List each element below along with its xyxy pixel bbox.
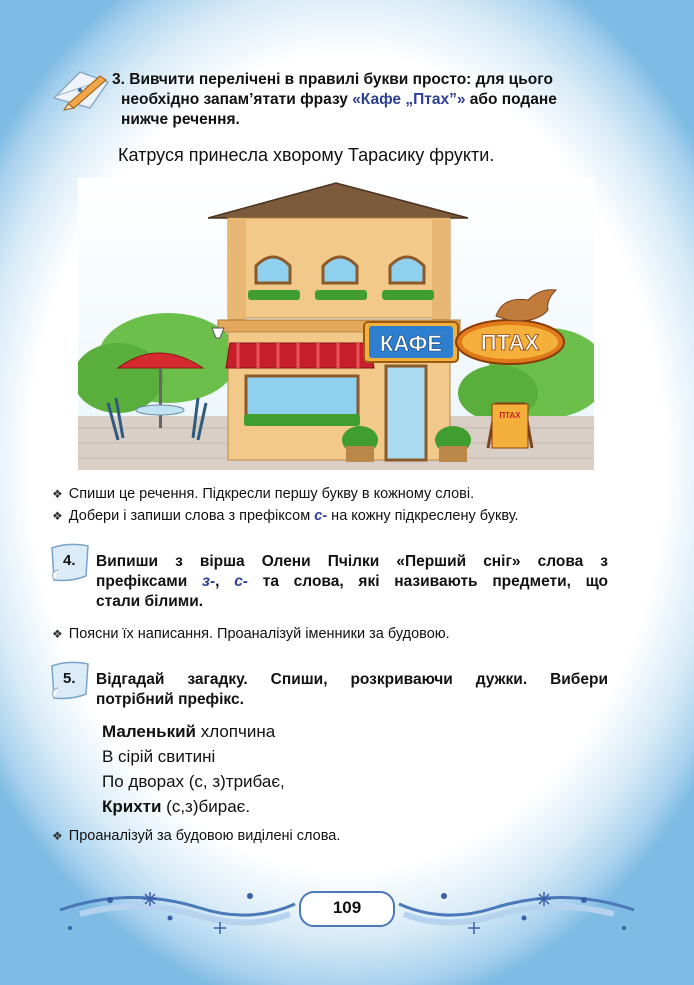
task-text: нижче речення. — [121, 111, 240, 128]
task-4-number: 4. — [63, 552, 76, 569]
task-text: необхідно запам’ятати фразу — [121, 91, 353, 108]
diamond-bullet-icon: ❖ — [52, 487, 63, 501]
instruction-3: ❖ Поясни їх написання. Проаналізуй іменники за будовою. — [52, 626, 450, 642]
task-5-number: 5. — [63, 670, 76, 687]
poem-line: Крихти (с,з)бирає. — [102, 797, 251, 816]
instruction-2: ❖ Добери і запиши слова з префіксом с- на кожну підкреслену букву. — [52, 508, 519, 524]
task-text: або подане — [465, 91, 557, 108]
poem-line: По дворах (с, з)трибає, — [102, 772, 285, 791]
page-number: 109 — [332, 898, 362, 917]
diamond-bullet-icon: ❖ — [52, 829, 63, 843]
task-number: 3. — [112, 71, 125, 88]
pencil-paper-icon — [50, 68, 114, 112]
riddle-poem — [102, 719, 285, 819]
task-3 — [112, 70, 608, 130]
cafe-illustration — [78, 178, 594, 470]
task-5: Відгадай загадку. Спиши, розкриваючи дужки. Вибери потрібний префікс. — [96, 671, 608, 708]
mnemonic-sentence: Катруся принесла хворому Тарасику фрукти. — [118, 145, 495, 165]
prefix-s: с- — [314, 508, 328, 524]
instruction-4: ❖ Проаналізуй за будовою виділені слова. — [52, 828, 341, 844]
diamond-bullet-icon: ❖ — [52, 627, 63, 641]
diamond-bullet-icon: ❖ — [52, 509, 63, 523]
instruction-1: ❖ Спиши це речення. Підкресли першу букву в кожному слові. — [52, 486, 475, 502]
board-ptakh: ПТАХ — [499, 411, 521, 420]
prefix-z: з- — [202, 573, 216, 590]
sign-ptakh: ПТАХ — [480, 330, 540, 355]
cafe-phrase: «Кафе „Птах”» — [352, 91, 466, 108]
poem-line: В сірій свитині — [102, 747, 216, 766]
poem-line: Маленький хлопчина — [102, 722, 276, 741]
prefix-s: с- — [234, 573, 248, 590]
sign-kafe: КАФЕ — [379, 331, 443, 356]
task-4: Випиши з вірша Олени Пчілки «Перший сніг» слова з префіксами з-, с- та слова, які називають предмети, що стали білими. — [96, 553, 608, 610]
task-text: Вивчити перелічені в правилі букви просто: для цього — [129, 71, 553, 88]
